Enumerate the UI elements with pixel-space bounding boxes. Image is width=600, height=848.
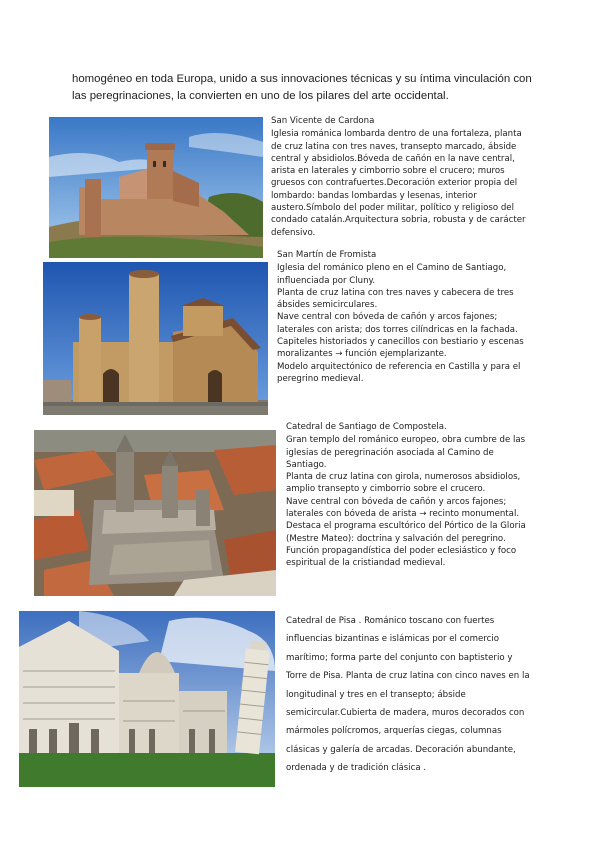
fromista-paragraph-3: Nave central con bóveda de cañón y arcos fajones; laterales con arista; dos torres cilíndricas en la fachada.	[277, 312, 518, 335]
pisa-photo-icon	[19, 611, 275, 787]
cardona-description	[271, 115, 531, 239]
fromista-paragraph-2: Planta de cruz latina con tres naves y cabecera de tres ábsides semicirculares.	[277, 287, 514, 311]
santiago-paragraph-2: Planta de cruz latina con girola, numerosos absidiolos, amplio transepto y cimborrio sobre el crucero.	[286, 472, 521, 495]
santiago-paragraph-4: Destaca el programa escultórico del Pórtico de la Gloria (Mestre Mateo): doctrina y salvación del peregrino.	[286, 521, 526, 544]
cardona-photo-icon	[49, 117, 263, 258]
cardona-title: San Vicente de Cardona	[271, 116, 375, 126]
santiago-paragraph-5: Función propagandística del poder eclesiástico y foco espiritual de la cristiandad medieval.	[286, 545, 517, 569]
fromista-title: San Martín de Fromista	[277, 250, 377, 260]
intro-line-2: las peregrinaciones, la convierten en uno de los pilares del arte occidental.	[72, 90, 449, 102]
pisa-paragraph: Catedral de Pisa . Románico toscano con fuertes influencias bizantinas e islámicas por el comercio marítimo; forma parte del conjunto con baptisterio y Torre de Pisa. Planta de cruz latina con cinco naves en la longitudinal y tres en el transepto; ábside semicircular.Cubierta de madera, muros decorados con mármoles polícromos, arquerías ciegas, columnas clásicas y galería de arcadas. Decoración abundante, ordenada y de tradición clásica .	[286, 616, 530, 774]
fromista-description	[277, 249, 533, 385]
intro-line-1: homogéneo en toda Europa, unido a sus innovaciones técnicas y su íntima vinculación con	[72, 73, 532, 85]
intro-paragraph	[72, 71, 542, 105]
pisa-description	[286, 612, 532, 778]
fromista-paragraph-5: Modelo arquitectónico de referencia en Castilla y para el peregrino medieval.	[277, 361, 521, 384]
santiago-photo-icon	[34, 430, 276, 596]
santiago-paragraph-3: Nave central con bóveda de cañón y arcos fajones; laterales con bóveda de arista → recinto monumental.	[286, 496, 520, 520]
santiago-description	[286, 421, 534, 570]
santiago-title: Catedral de Santiago de Compostela.	[286, 422, 447, 432]
santiago-paragraph-1: Gran templo del románico europeo, obra cumbre de las iglesias de peregrinación asociada al Camino de Santiago.	[286, 435, 526, 470]
cardona-paragraph: Iglesia románica lombarda dentro de una fortaleza, planta de cruz latina con tres naves, transepto marcado, ábside central y absidiolos.Bóveda de cañón en la nave central, arista en laterales y cimborrio sobre el crucero; muros gruesos con contrafuertes.Decoración exterior propia del lombardo: bandas lombardas y lesenas, interior austero.Símbolo del poder militar, político y religioso del condado catalán.Arquitectura sobria, robusta y de carácter defensivo.	[271, 129, 526, 238]
fromista-paragraph-4: Capiteles historiados y canecillos con bestiario y escenas moralizantes → función ejemplarizante.	[277, 337, 524, 360]
fromista-photo-icon	[43, 262, 268, 415]
fromista-paragraph-1: Iglesia del románico pleno en el Camino de Santiago, influenciada por Cluny.	[277, 263, 507, 286]
